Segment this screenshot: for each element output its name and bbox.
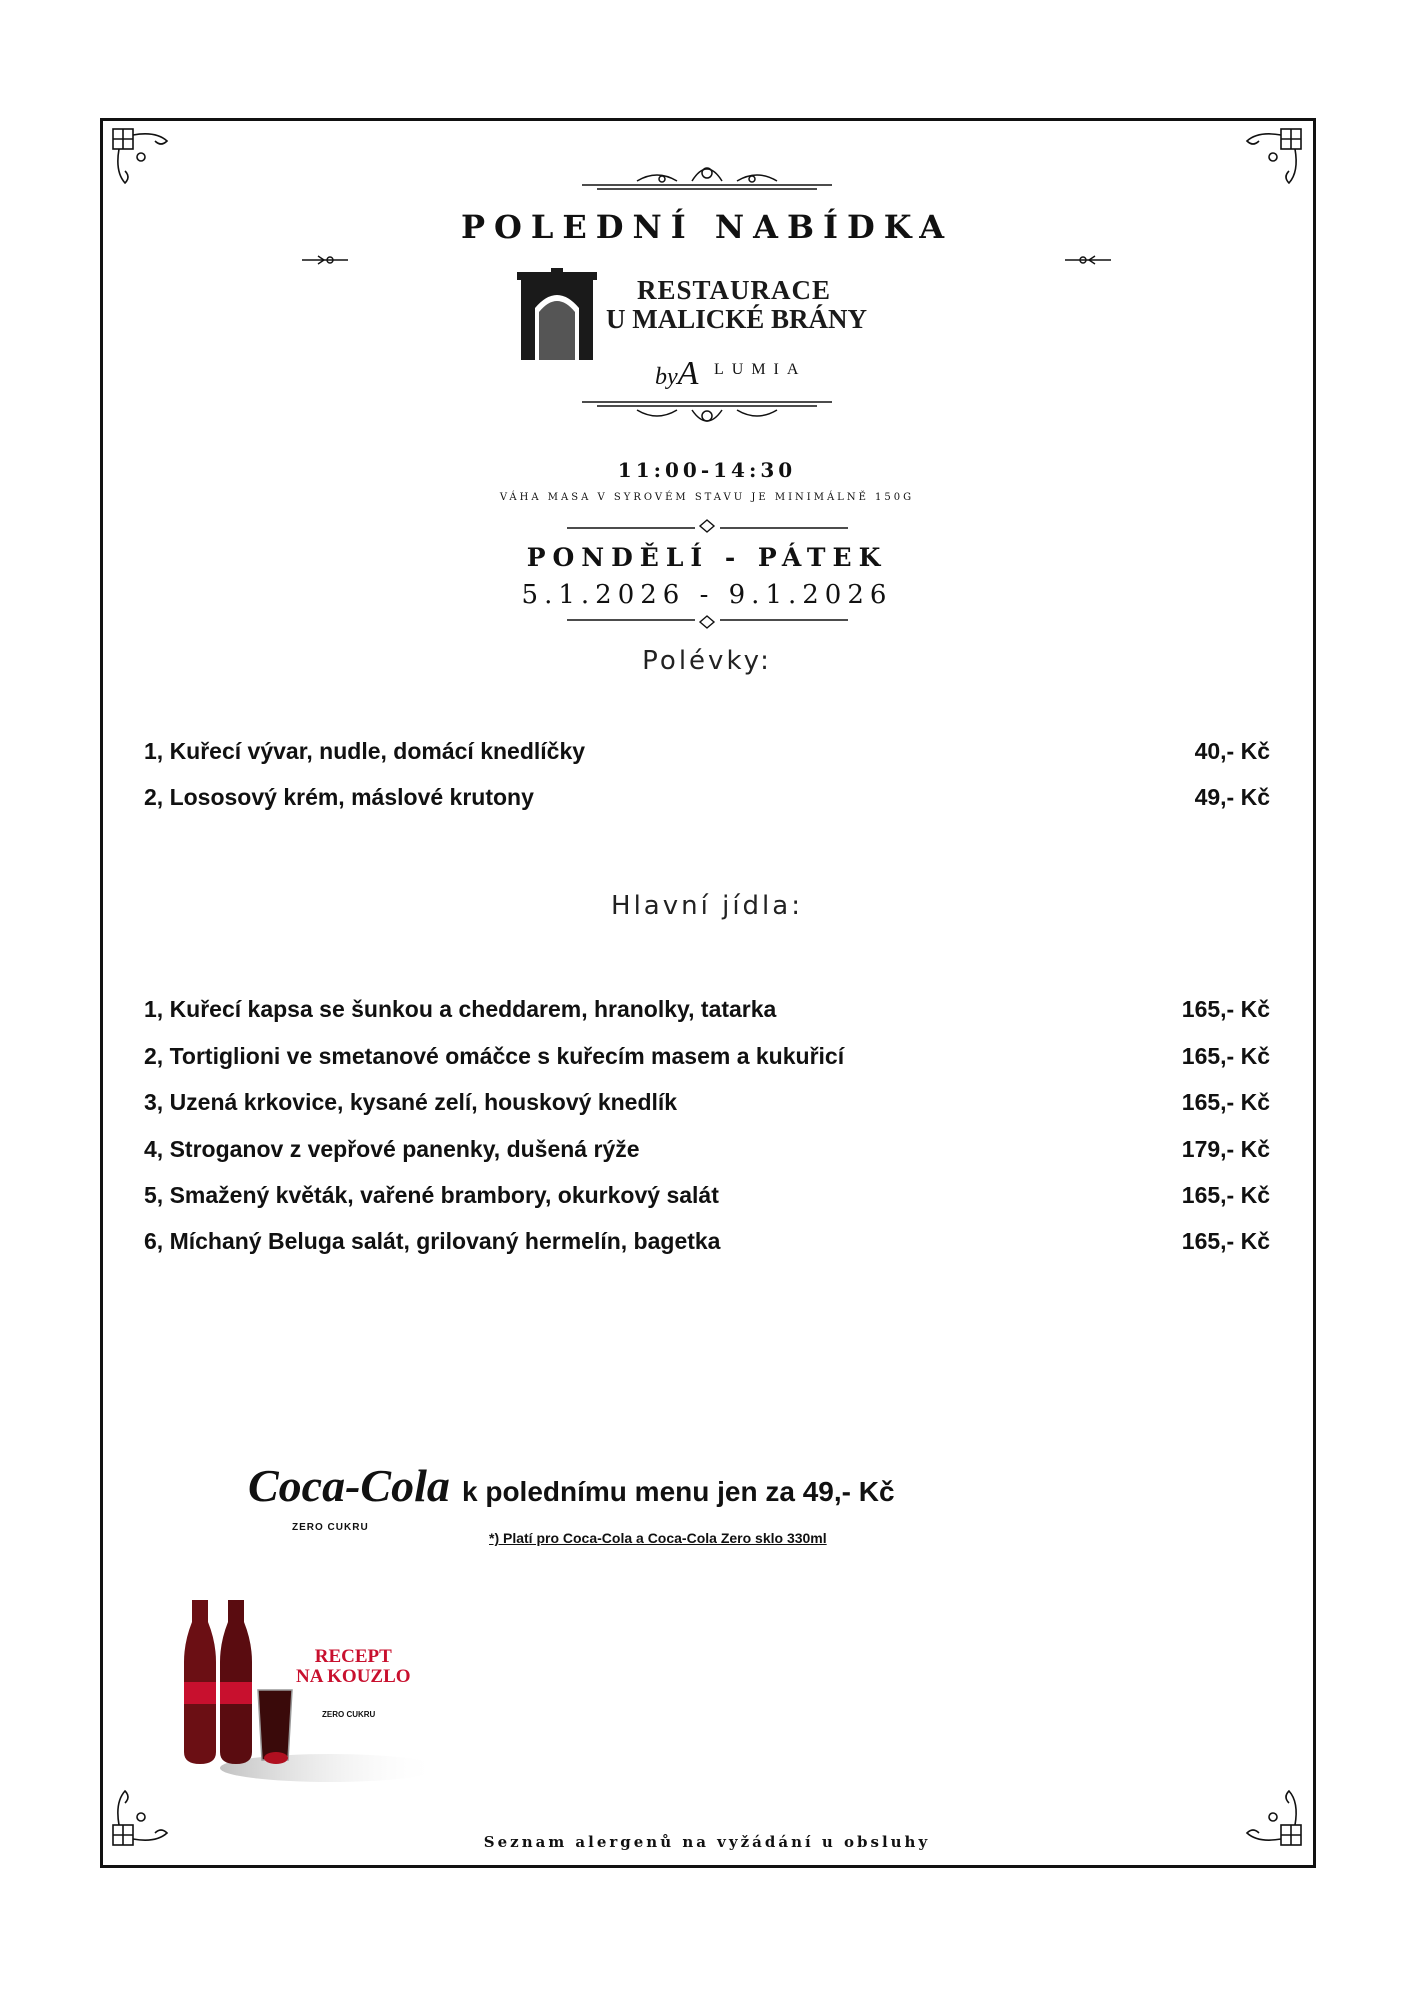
right-arrow-ornament-icon bbox=[1063, 253, 1113, 267]
menu-item-price: 179,- Kč bbox=[1181, 1136, 1270, 1162]
menu-item-price: 49,- Kč bbox=[1194, 784, 1270, 810]
date-range: 5.1.2026 - 9.1.2026 bbox=[521, 580, 893, 610]
days-range: PONDĚLÍ - PÁTEK bbox=[526, 543, 888, 572]
menu-item bbox=[144, 1089, 1270, 1123]
soups-heading: Polévky: bbox=[642, 646, 772, 676]
menu-item bbox=[144, 996, 1270, 1030]
coca-cola-offer: k polednímu menu jen za 49,- Kč bbox=[462, 1476, 895, 1507]
allergens-note: Seznam alergenů na vyžádání u obsluhy bbox=[483, 1833, 931, 1851]
menu-item-price: 165,- Kč bbox=[1181, 1043, 1270, 1069]
menu-item-price: 40,- Kč bbox=[1194, 738, 1270, 764]
recept-line2: NA KOUZLO bbox=[296, 1666, 411, 1687]
coca-cola-logo-text: Coca-Cola bbox=[248, 1460, 450, 1511]
menu-item-price: 165,- Kč bbox=[1181, 1182, 1270, 1208]
coca-cola-zero-label: ZERO CUKRU bbox=[292, 1522, 369, 1533]
logo-restaurant-line: RESTAURACE bbox=[637, 275, 832, 305]
logo-by-text: by bbox=[655, 364, 678, 390]
menu-item-price: 165,- Kč bbox=[1181, 996, 1270, 1022]
menu-item bbox=[144, 1043, 1270, 1077]
coca-cola-bottles-image bbox=[180, 1590, 440, 1790]
menu-item-price: 165,- Kč bbox=[1181, 1228, 1270, 1254]
serving-hours: 11:00-14:30 bbox=[617, 458, 797, 482]
logo-gate-line: U MALICKÉ BRÁNY bbox=[606, 304, 868, 334]
menu-item bbox=[144, 738, 1270, 772]
coca-cola-offer-note: *) Platí pro Coca-Cola a Coca-Cola Zero sklo 330ml bbox=[489, 1530, 827, 1546]
menu-item-name: 4, Stroganov z vepřové panenky, dušená rýže bbox=[144, 1136, 640, 1162]
menu-item-name: 1, Kuřecí kapsa se šunkou a cheddarem, hranolky, tatarka bbox=[144, 996, 777, 1022]
recept-na-kouzlo bbox=[296, 1647, 411, 1687]
logo-by bbox=[655, 355, 698, 393]
corner-ornament-icon bbox=[1243, 127, 1303, 187]
top-flourish-icon bbox=[577, 153, 837, 193]
menu-item-name: 2, Tortiglioni ve smetanové omáčce s kuřecím masem a kukuřicí bbox=[144, 1043, 845, 1069]
menu-item-name: 6, Míchaný Beluga salát, grilovaný hermelín, bagetka bbox=[144, 1228, 721, 1254]
menu-item-name: 2, Lososový krém, máslové krutony bbox=[144, 784, 534, 810]
logo-brand-name: LUMIA bbox=[714, 361, 807, 378]
recept-line1: RECEPT bbox=[314, 1646, 392, 1667]
mains-heading: Hlavní jídla: bbox=[611, 891, 803, 921]
menu-item-name: 1, Kuřecí vývar, nudle, domácí knedlíčky bbox=[144, 738, 586, 764]
menu-item-name: 5, Smažený květák, vařené brambory, okurkový salát bbox=[144, 1182, 719, 1208]
corner-ornament-icon bbox=[111, 127, 171, 187]
recept-zero-label: ZERO CUKRU bbox=[322, 1710, 376, 1719]
menu-item bbox=[144, 1228, 1270, 1262]
divider-diamond-icon bbox=[565, 614, 850, 630]
bottom-flourish-icon bbox=[577, 398, 837, 434]
menu-item bbox=[144, 1136, 1270, 1170]
logo-brand-initial: A bbox=[677, 355, 699, 392]
meat-weight-note: VÁHA MASA V SYROVÉM STAVU JE MINIMÁLNĚ 150G bbox=[499, 492, 915, 503]
page-title: POLEDNÍ NABÍDKA bbox=[460, 208, 954, 246]
menu-item bbox=[144, 1182, 1270, 1216]
menu-item bbox=[144, 784, 1270, 818]
divider-diamond-icon bbox=[565, 518, 850, 534]
restaurant-gate-logo-icon bbox=[517, 268, 597, 360]
menu-item-name: 3, Uzená krkovice, kysané zelí, houskový knedlík bbox=[144, 1089, 678, 1115]
menu-item-price: 165,- Kč bbox=[1181, 1089, 1270, 1115]
coca-cola-logo bbox=[248, 1455, 450, 1515]
left-arrow-ornament-icon bbox=[300, 253, 350, 267]
